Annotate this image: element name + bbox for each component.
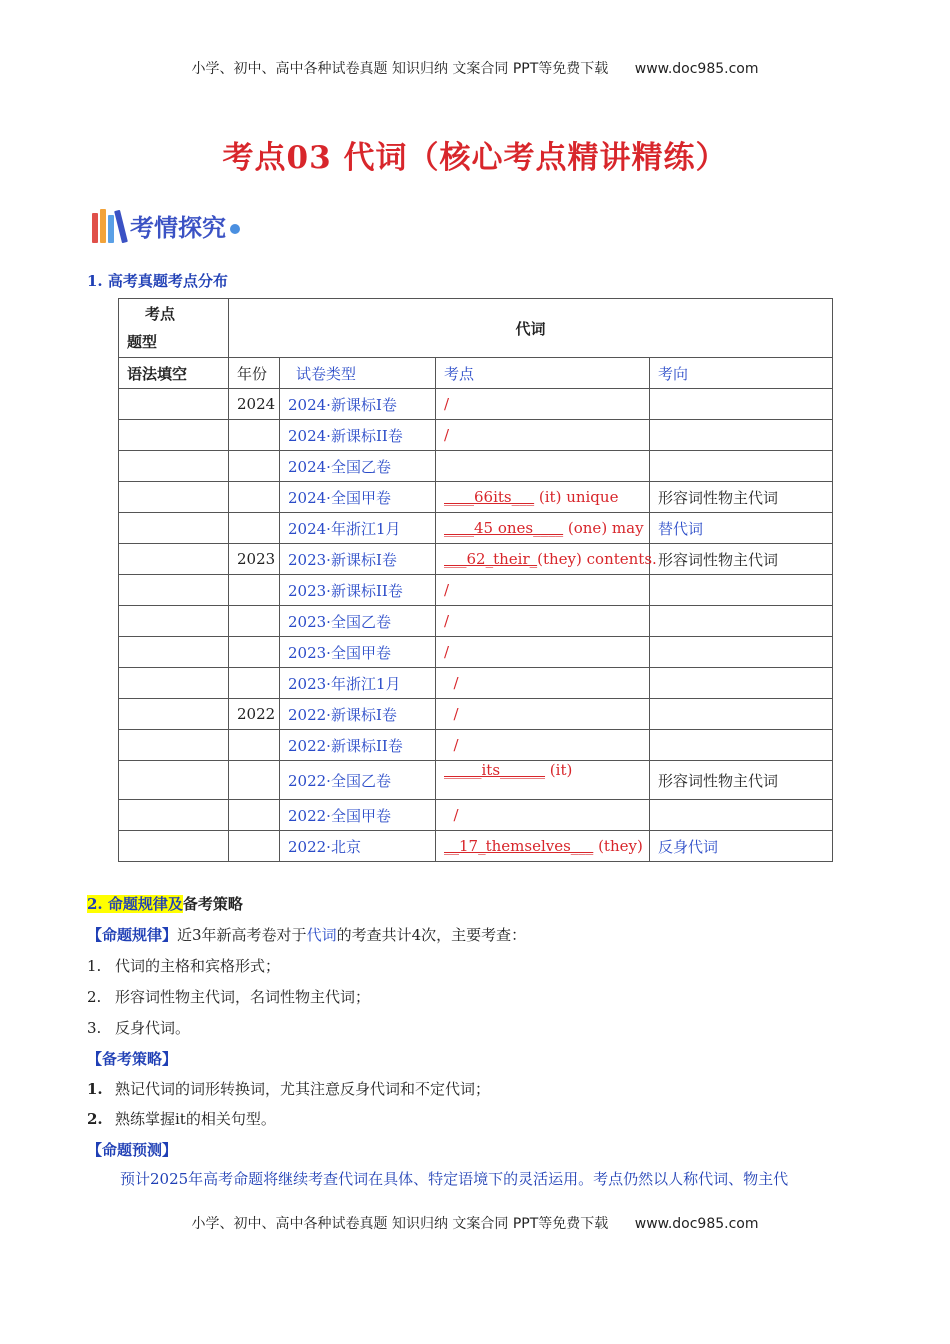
table-row: [119, 575, 833, 606]
rule-text-a: 近3年新高考卷对于: [177, 926, 307, 944]
table-corner: [119, 299, 229, 358]
point-slash: /: [444, 806, 459, 824]
row-label-cell: [119, 699, 229, 730]
row-label: 语法填空: [119, 358, 229, 389]
rule-item-text: 形容词性物主代词，名词性物主代词；: [115, 988, 371, 1006]
row-label-cell: [119, 606, 229, 637]
year-cell: [229, 575, 280, 606]
strategy-tag: 【备考策略】: [87, 1050, 178, 1068]
year-cell: [229, 831, 280, 862]
trend-cell: [650, 389, 833, 420]
section2-rest: 备考策略: [182, 895, 243, 913]
strategy-item-text: 熟记代词的词形转换词，尤其注意反身代词和不定代词；: [115, 1080, 491, 1098]
paper-cell: 2022·北京: [280, 831, 436, 862]
trend-cell: [650, 451, 833, 482]
footer-text: 小学、初中、高中各种试卷真题 知识归纳 文案合同 PPT等免费下载: [191, 1216, 609, 1232]
forecast-heading: [87, 1139, 177, 1160]
col-header-trend: 考向: [650, 358, 833, 389]
table-row: [119, 606, 833, 637]
point-cell: [436, 389, 650, 420]
rule-item: [87, 986, 370, 1007]
paper-cell: 2023·全国乙卷: [280, 606, 436, 637]
year-cell: 2022: [229, 699, 280, 730]
year-cell: [229, 420, 280, 451]
point-cell: [436, 800, 650, 831]
badge-label: 考情探究: [130, 213, 226, 242]
rule-paragraph: [87, 924, 526, 945]
section2-heading: [87, 893, 243, 914]
section-badge: [92, 205, 240, 245]
books-icon: [92, 207, 126, 243]
paper-cell: 2022·全国乙卷: [280, 761, 436, 800]
table-col-header-row: [119, 358, 833, 389]
row-label-cell: [119, 730, 229, 761]
paper-cell: 2024·全国乙卷: [280, 451, 436, 482]
trend-cell: 替代词: [650, 513, 833, 544]
table-row: [119, 800, 833, 831]
year-cell: [229, 482, 280, 513]
strategy-item-num: 1.: [87, 1080, 103, 1098]
year-cell: [229, 451, 280, 482]
point-hint: (one) may: [563, 519, 644, 537]
rule-text-b: 代词: [306, 926, 337, 944]
footer-url[interactable]: www.doc985.com: [634, 1216, 759, 1232]
rule-item-num: 1.: [87, 957, 102, 975]
paper-cell: 2024·全国甲卷: [280, 482, 436, 513]
table-row: [119, 544, 833, 575]
paper-cell: 2023·新课标II卷: [280, 575, 436, 606]
point-cell: [436, 451, 650, 482]
page-header: [0, 58, 950, 78]
row-label-cell: [119, 761, 229, 800]
point-cell: [436, 606, 650, 637]
header-text: 小学、初中、高中各种试卷真题 知识归纳 文案合同 PPT等免费下载: [191, 61, 609, 77]
table-row: [119, 513, 833, 544]
year-cell: [229, 761, 280, 800]
trend-cell: 形容词性物主代词: [650, 544, 833, 575]
trend-cell: [650, 575, 833, 606]
point-answer: ____66its___: [444, 488, 535, 506]
point-slash: /: [444, 426, 450, 444]
point-cell: [436, 699, 650, 730]
rule-text-c: 的考查共计4次，主要考查：: [336, 926, 527, 944]
point-slash: /: [444, 395, 450, 413]
table-row: [119, 668, 833, 699]
strategy-item: [87, 1078, 490, 1099]
year-cell: [229, 800, 280, 831]
year-cell: [229, 668, 280, 699]
header-url[interactable]: www.doc985.com: [634, 61, 759, 77]
corner-bottom: 题型: [127, 333, 158, 351]
col-header-year: 年份: [229, 358, 280, 389]
rule-item-text: 代词的主格和宾格形式；: [115, 957, 281, 975]
point-cell: [436, 730, 650, 761]
point-cell: [436, 637, 650, 668]
row-label-cell: [119, 544, 229, 575]
row-label-cell: [119, 389, 229, 420]
paper-cell: 2023·年浙江1月: [280, 668, 436, 699]
section1-heading: 1. 高考真题考点分布: [87, 272, 228, 290]
badge-dot-icon: [230, 224, 240, 234]
strategy-item: [87, 1108, 276, 1129]
row-label-cell: [119, 513, 229, 544]
trend-cell: [650, 699, 833, 730]
corner-top: 考点: [145, 305, 176, 323]
paper-cell: 2022·新课标I卷: [280, 699, 436, 730]
table-row: [119, 831, 833, 862]
point-answer: ___62_their_: [444, 550, 538, 568]
rule-item: [87, 1017, 190, 1038]
exam-table: [118, 298, 833, 862]
row-label-cell: [119, 800, 229, 831]
point-slash: /: [444, 674, 459, 692]
forecast-tag: 【命题预测】: [87, 1141, 178, 1159]
point-slash: /: [444, 705, 459, 723]
strategy-item-num: 2.: [87, 1110, 103, 1128]
year-cell: [229, 730, 280, 761]
table-row: [119, 451, 833, 482]
trend-cell: 形容词性物主代词: [650, 761, 833, 800]
year-cell: 2023: [229, 544, 280, 575]
point-slash: /: [444, 736, 459, 754]
point-cell: [436, 420, 650, 451]
trend-cell: [650, 420, 833, 451]
rule-tag: 【命题规律】: [87, 926, 178, 944]
point-slash: /: [444, 581, 450, 599]
point-cell: [436, 668, 650, 699]
row-label-cell: [119, 451, 229, 482]
point-hint: (they): [593, 837, 643, 855]
trend-cell: [650, 668, 833, 699]
table-row: [119, 730, 833, 761]
row-label-cell: [119, 482, 229, 513]
page-footer: [0, 1213, 950, 1233]
row-label-cell: [119, 420, 229, 451]
year-cell: [229, 606, 280, 637]
trend-cell: [650, 730, 833, 761]
point-answer: ____45 ones____: [444, 519, 564, 537]
rule-item: [87, 955, 280, 976]
point-cell: [436, 544, 657, 575]
col-header-point: 考点: [436, 358, 650, 389]
trend-cell: [650, 637, 833, 668]
row-label-cell: [119, 668, 229, 699]
trend-cell: 形容词性物主代词: [650, 482, 833, 513]
paper-cell: 2023·全国甲卷: [280, 637, 436, 668]
year-cell: [229, 637, 280, 668]
strategy-heading: [87, 1048, 177, 1069]
point-answer: __17_themselves___: [444, 837, 594, 855]
point-cell: [436, 482, 650, 513]
table-row: [119, 389, 833, 420]
table-row: [119, 761, 833, 800]
year-cell: [229, 513, 280, 544]
rule-item-num: 3.: [87, 1019, 102, 1037]
table-row: [119, 699, 833, 730]
paper-cell: 2024·新课标I卷: [280, 389, 436, 420]
paper-cell: 2024·年浙江1月: [280, 513, 436, 544]
point-hint: (it) unique: [534, 488, 619, 506]
paper-cell: 2022·全国甲卷: [280, 800, 436, 831]
table-row: [119, 637, 833, 668]
col-header-paper: 试卷类型: [280, 358, 436, 389]
row-label-cell: [119, 637, 229, 668]
point-cell: [436, 575, 650, 606]
strategy-item-text: 熟练掌握it的相关句型。: [115, 1110, 276, 1128]
trend-cell: [650, 606, 833, 637]
table-row: [119, 482, 833, 513]
row-label-cell: [119, 831, 229, 862]
point-cell: [436, 831, 650, 862]
point-slash: /: [444, 643, 450, 661]
table-topic: 代词: [229, 299, 833, 358]
year-cell: 2024: [229, 389, 280, 420]
point-cell: [436, 761, 650, 800]
point-cell: [436, 513, 650, 544]
forecast-text: 预计2025年高考命题将继续考查代词在具体、特定语境下的灵活运用。考点仍然以人称代词、物主代: [120, 1170, 789, 1188]
paper-cell: 2023·新课标I卷: [280, 544, 436, 575]
page-title: 考点03 代词（核心考点精讲精练）: [222, 140, 728, 176]
point-answer: _____its______: [444, 761, 546, 779]
row-label-cell: [119, 575, 229, 606]
rule-item-text: 反身代词。: [115, 1019, 191, 1037]
paper-cell: 2024·新课标II卷: [280, 420, 436, 451]
paper-cell: 2022·新课标II卷: [280, 730, 436, 761]
trend-cell: [650, 800, 833, 831]
trend-cell: 反身代词: [650, 831, 833, 862]
point-hint: (it): [545, 761, 573, 779]
section2-highlight: 2. 命题规律及: [87, 895, 183, 913]
table-header-row: [119, 299, 833, 358]
table-row: [119, 420, 833, 451]
rule-item-num: 2.: [87, 988, 102, 1006]
point-hint: (they) contents.: [537, 550, 657, 568]
point-slash: /: [444, 612, 450, 630]
